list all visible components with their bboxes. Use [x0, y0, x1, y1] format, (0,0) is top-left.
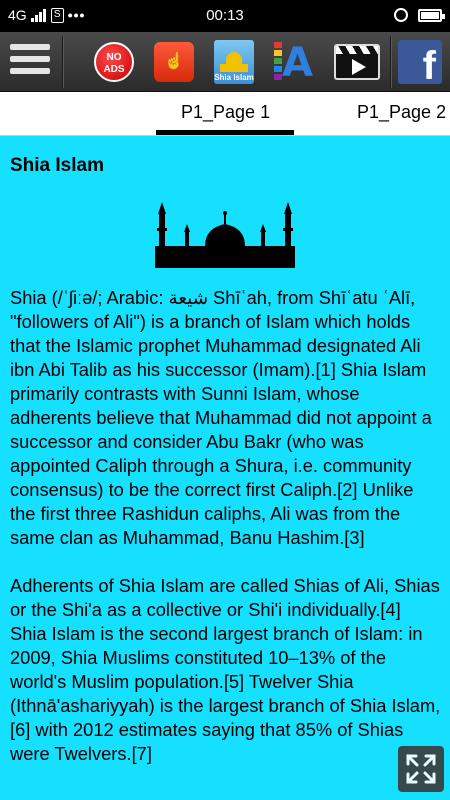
hamburger-menu-icon[interactable] [10, 44, 50, 80]
video-clapper-icon [336, 46, 378, 54]
article-title: Shia Islam [10, 155, 104, 176]
alarm-icon [394, 8, 408, 22]
status-right [394, 8, 442, 22]
facebook-button[interactable] [398, 40, 442, 88]
fullscreen-button[interactable] [398, 746, 444, 792]
font-size-letter: A [282, 40, 313, 86]
no-ads-label-line2: ADS [103, 64, 125, 75]
toolbar-separator [62, 36, 64, 88]
status-time: 00:13 [206, 7, 244, 24]
video-button[interactable] [334, 44, 380, 80]
article-content [10, 155, 442, 766]
app-logo-button[interactable] [214, 40, 254, 84]
more-notifications-icon: ••• [67, 7, 86, 23]
article-paragraph: Adherents of Shia Islam are called Shias of Ali, Shias or the Shi'a as a collective or Shi'i individually.[4] Shia Islam is the second largest branch of Islam: in 2009, Shia Muslims constituted 10–13% of the world's Muslim population.[5] Twelver Shia (Ithnā'ashariyyah) is the largest branch of Shia Islam,[6] with 2012 estimates saying that 85% of Shias were Twelvers.[7] [10, 575, 441, 764]
contact-button[interactable] [154, 42, 194, 82]
active-tab-indicator [156, 130, 294, 135]
no-ads-button[interactable] [94, 42, 134, 82]
mosque-silhouette-icon [155, 202, 295, 268]
font-size-button[interactable] [274, 38, 318, 86]
facebook-icon: f [422, 44, 436, 88]
network-type: 4G [8, 7, 27, 23]
fullscreen-expand-icon [398, 746, 444, 792]
article-paragraph: Shia (/ˈʃiːə/; Arabic: شيعة Shīʿah, from Shīʿatu ʿAlī, "followers of Ali") is a branch of Islam which holds that the Islamic prophet Muhammad designated Ali ibn Abi Talib as his successor (Imam).[1] Shia Islam primarily contrasts with Sunni Islam, whose adherents believe that Muhammad did not appoint a successor and consider Abu Bakr (who was appointed Caliph through a Shura, i.e. community consensus) to be the correct first Caliph.[2] Unlike the first three Rashidun caliphs, Ali was from the same clan as Muhammad, Banu Hashim.[3] [10, 287, 432, 548]
play-icon [352, 59, 366, 75]
toolbar-separator [390, 36, 392, 88]
app-logo-label: Shia Islam [214, 73, 254, 82]
contact-tap-icon: ☝ [164, 53, 184, 70]
toolbar [0, 32, 450, 92]
mosque-logo-base [220, 64, 248, 72]
tab-p1-page-2[interactable]: P1_Page 2 [357, 102, 447, 122]
tab-bar [0, 92, 450, 136]
font-size-icon [274, 42, 282, 82]
no-ads-label-line1: NO [106, 52, 122, 63]
status-bar [0, 0, 450, 32]
mosque-logo-icon [226, 52, 242, 64]
sim-icon: S [51, 8, 64, 23]
battery-icon [418, 9, 442, 22]
tab-p1-page-1[interactable]: P1_Page 1 [181, 102, 271, 122]
